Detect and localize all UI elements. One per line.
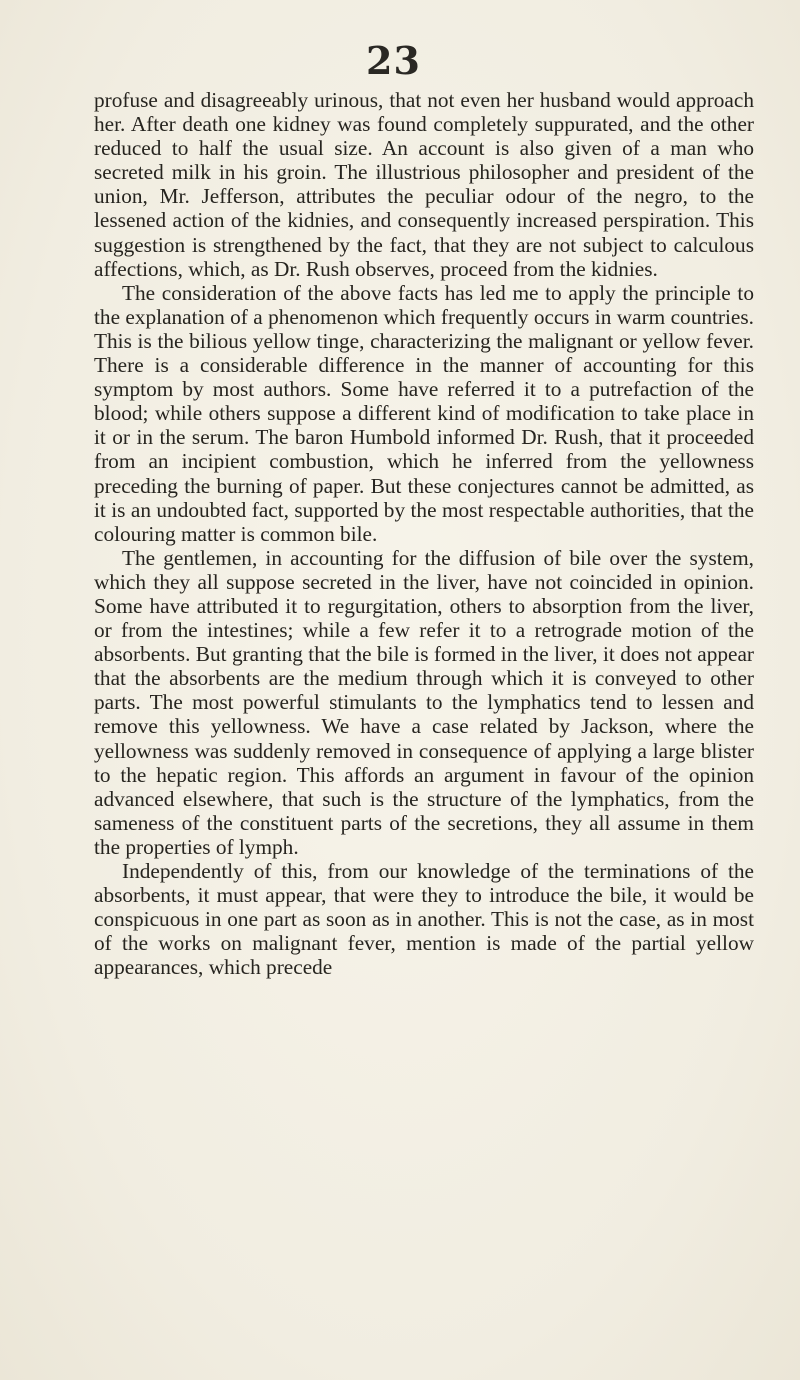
body-text [94,88,754,979]
paragraph-continuation: profuse and disagreeably urinous, that not even her husband would approach her. After death one kidney was found completely suppurated, and the other reduced to half the usual size. An account is also given of a man who secreted milk in his groin. The illustrious philosopher and president of the union, Mr. Jefferson, attributes the peculiar odour of the negro, to the lessened action of the kidnies, and consequently increased perspiration. This suggestion is strengthened by the fact, that they are not subject to calculous affections, which, as Dr. Rush observes, proceed from the kidnies. [94,88,754,281]
paragraph-bile-diffusion: The gentlemen, in accounting for the diffusion of bile over the system, which they all suppose secreted in the liver, have not coincided in opinion. Some have attributed it to regurgitation, others to absorption from the liver, or from the intestines; while a few refer it to a retrograde motion of the absorbents. But granting that the bile is formed in the liver, it does not appear that the absorbents are the medium through which it is conveyed to other parts. The most powerful stimulants to the lymphatics tend to lessen and remove this yellowness. We have a case related by Jackson, where the yellowness was suddenly removed in consequence of applying a large blister to the hepatic region. This affords an argument in favour of the opinion advanced elsewhere, that such is the structure of the lymphatics, from the sameness of the constituent parts of the secretions, they all assume in them the properties of lymph. [94,545,754,859]
paragraph-yellow-fever: The consideration of the above facts has led me to apply the principle to the explanation of a phenomenon which frequently occurs in warm countries. This is the bilious yellow tinge, characterizing the malignant or yellow fever. There is a considerable difference in the manner of accounting for this symptom by most authors. Some have referred it to a putrefaction of the blood; while others suppose a different kind of modification to take place in it or in the serum. The baron Humbold informed Dr. Rush, that it proceeded from an incipient combustion, which he inferred from the yellowness preceding the burning of paper. But these conjectures cannot be admitted, as it is an undoubted fact, supported by the most respectable authorities, that the colouring matter is common bile. [94,280,754,546]
page-number: 23 [366,38,421,83]
paragraph-absorbents: Independently of this, from our knowledge of the terminations of the absorbents, it must appear, that were they to introduce the bile, it would be conspicuous in one part as soon as in another. This is not the case, as in most of the works on malignant fever, mention is made of the partial yellow appearances, which precede [94,859,754,980]
